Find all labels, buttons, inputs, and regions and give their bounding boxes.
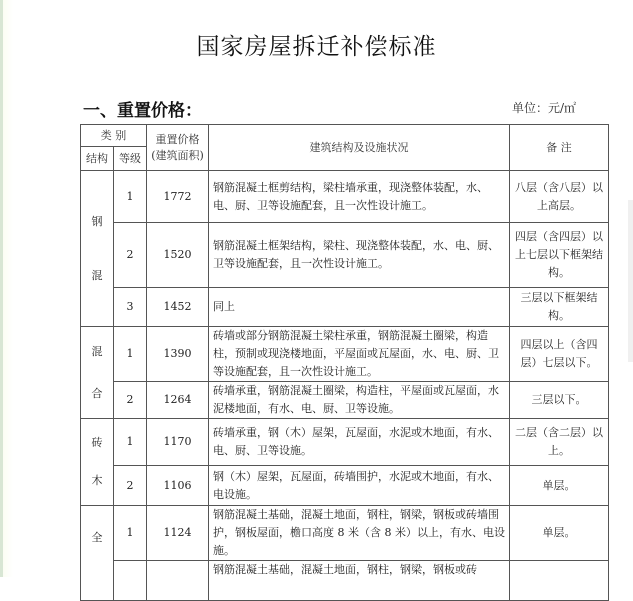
price-cell: 1520 xyxy=(147,223,209,288)
grade-cell: 3 xyxy=(114,288,147,327)
page-margin-shade xyxy=(3,0,13,577)
header-description: 建筑结构及设施状况 xyxy=(209,125,510,171)
structure-char: 木 xyxy=(91,474,103,487)
price-cell: 1106 xyxy=(147,466,209,506)
grade-cell: 1 xyxy=(114,327,147,382)
description-cell: 砖墙承重，钢（木）屋架，瓦屋面，水泥或木地面，有水、电、厨、卫等设施。 xyxy=(209,419,510,466)
price-cell xyxy=(147,561,209,601)
note-cell: 八层（含八层）以上高层。 xyxy=(510,171,609,223)
price-cell: 1772 xyxy=(147,171,209,223)
header-price-line1: 重置价格 xyxy=(155,132,200,146)
section-heading: 一、重置价格： xyxy=(83,101,202,121)
header-note: 备 注 xyxy=(510,125,609,171)
unit-label: 单位：元/㎡ xyxy=(512,101,577,115)
table-row xyxy=(81,382,609,419)
note-cell: 单层。 xyxy=(510,506,609,561)
table-row xyxy=(81,171,609,223)
structure-char: 混 xyxy=(91,344,103,358)
structure-char: 全 xyxy=(91,531,103,544)
description-cell: 钢筋混凝土基础，混凝土地面，钢柱，钢梁，钢板或砖 xyxy=(209,561,510,601)
structure-char: 砖 xyxy=(91,436,103,449)
structure-char: 合 xyxy=(91,386,103,400)
grade-cell xyxy=(114,561,147,601)
description-cell: 同上 xyxy=(209,288,510,327)
grade-cell: 1 xyxy=(114,171,147,223)
side-panel-edge xyxy=(628,200,633,362)
price-cell: 1390 xyxy=(147,327,209,382)
table-row xyxy=(81,288,609,327)
table-row xyxy=(81,561,609,601)
structure-char: 钢 xyxy=(91,214,103,228)
price-cell: 1264 xyxy=(147,382,209,419)
description-cell: 钢筋混凝土框架结构，梁柱、现浇整体装配，水、电、厨、卫等设施配套，且一次性设计施工。 xyxy=(209,223,510,288)
price-table xyxy=(80,124,609,601)
table-row xyxy=(81,223,609,288)
price-cell: 1170 xyxy=(147,419,209,466)
grade-cell: 1 xyxy=(114,419,147,466)
structure-cell xyxy=(81,171,114,327)
note-cell xyxy=(510,561,609,601)
description-cell: 砖墙承重，钢筋混凝土圈梁，构造柱，平屋面或瓦屋面，水泥楼地面，有水、电、厨、卫等设施。 xyxy=(209,382,510,419)
table-row xyxy=(81,506,609,561)
header-category: 类 别 xyxy=(81,125,147,147)
grade-cell: 1 xyxy=(114,506,147,561)
description-cell: 砖墙或部分钢筋混凝土梁柱承重，钢筋混凝土圈梁，构造柱，预制或现浇楼地面，平屋面或瓦屋面，水、电、厨、卫等设施配套，且一次性设计施工。 xyxy=(209,327,510,382)
structure-cell xyxy=(81,506,114,601)
structure-char: 混 xyxy=(91,268,103,282)
note-cell: 三层以下框架结构。 xyxy=(510,288,609,327)
note-cell: 四层（含四层）以上七层以下框架结构。 xyxy=(510,223,609,288)
structure-cell xyxy=(81,419,114,506)
grade-cell: 2 xyxy=(114,382,147,419)
price-cell: 1124 xyxy=(147,506,209,561)
header-structure: 结构 xyxy=(81,147,114,171)
price-cell: 1452 xyxy=(147,288,209,327)
table-row xyxy=(81,466,609,506)
grade-cell: 2 xyxy=(114,223,147,288)
table-row xyxy=(81,419,609,466)
structure-cell xyxy=(81,327,114,419)
note-cell: 四层以上（含四层）七层以下。 xyxy=(510,327,609,382)
document-title: 国家房屋拆迁补偿标准 xyxy=(196,34,437,60)
header-grade: 等级 xyxy=(114,147,147,171)
description-cell: 钢（木）屋架，瓦屋面，砖墙围护，水泥或木地面，有水、电设施。 xyxy=(209,466,510,506)
description-cell: 钢筋混凝土基础，混凝土地面，钢柱，钢梁，钢板或砖墙围护，钢板屋面，檐口高度 8 米（含 8 米）以上，有水、电设施。 xyxy=(209,506,510,561)
description-cell: 钢筋混凝土框剪结构，梁柱墙承重，现浇整体装配，水、电、厨、卫等设施配套，且一次性设计施工。 xyxy=(209,171,510,223)
grade-cell: 2 xyxy=(114,466,147,506)
header-price-line2: (建筑面积) xyxy=(151,148,204,162)
note-cell: 单层。 xyxy=(510,466,609,506)
header-price xyxy=(147,125,209,171)
table-row xyxy=(81,327,609,382)
note-cell: 二层（含二层）以上。 xyxy=(510,419,609,466)
note-cell: 三层以下。 xyxy=(510,382,609,419)
